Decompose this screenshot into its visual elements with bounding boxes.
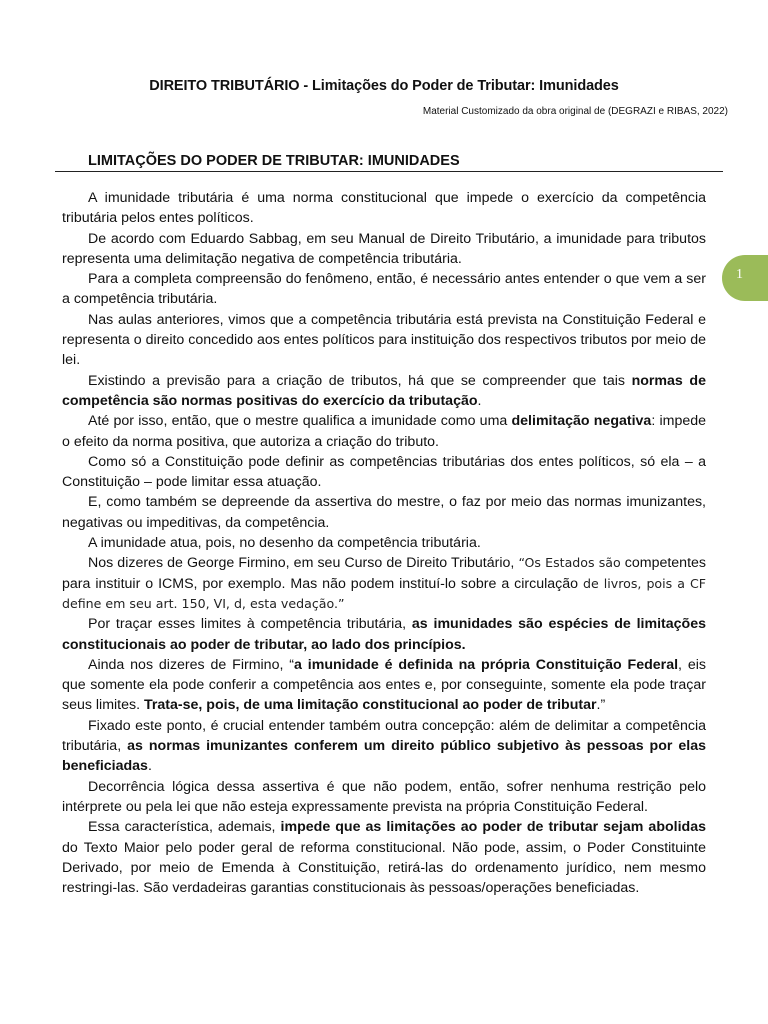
paragraph-9: A imunidade atua, pois, no desenho da competência tributária. <box>88 535 481 552</box>
paragraph-6 <box>62 411 706 452</box>
paragraph-13-end: . <box>147 758 152 775</box>
paragraph-8: E, como também se depreende da assertiva do mestre, o faz por meio das normas imunizantes, negativas ou impeditivas, da competência. <box>62 494 706 531</box>
paragraph-6-end: : impede o efeito da norma positiva, que autoriza a criação do tributo. <box>62 413 707 450</box>
paragraph-15-end: do Texto Maior pelo poder geral de reforma constitucional. Não pode, assim, o Poder Constituinte Derivado, por meio de Emenda à Constituição, retirá-las do ordenamento jurídico, nem mesmo restringi-las. São verdadeiras garantias constitucionais às pessoas/operações beneficiadas. <box>62 839 706 897</box>
paragraph-14: Decorrência lógica dessa assertiva é que não podem, então, sofrer nenhuma restrição pelo intérprete ou pela lei que não esteja expressamente prevista na própria Constituição Federal. <box>62 778 706 815</box>
paragraph-5-end: . <box>477 392 482 409</box>
paragraph-11 <box>62 614 706 655</box>
document-header-title: DIREITO TRIBUTÁRIO - Limitações do Poder de Tributar: Imunidades <box>149 78 619 94</box>
paragraph-12-end: .” <box>596 697 606 714</box>
paragraph-13-bold: as normas imunizantes conferem um direito público subjetivo às pessoas por elas beneficiadas <box>62 738 706 775</box>
paragraph-5-bold: normas de competência são normas positivas do exercício da tributação <box>62 372 706 409</box>
page-number-badge: 1 <box>722 255 768 301</box>
paragraph-7: Como só a Constituição pode definir as competências tributárias dos entes políticos, só ela – a Constituição – pode limitar essa atuação. <box>62 453 706 491</box>
document-body <box>62 188 706 898</box>
paragraph-10-quote-start: “Os Estados são <box>518 555 621 571</box>
paragraph-6-text: Até por isso, então, que o mestre qualifica a imunidade como uma <box>88 413 512 430</box>
paragraph-11-bold: as imunidades são espécies de limitações constitucionais ao poder de tributar, ao lado dos princípios. <box>62 616 707 653</box>
paragraph-5-text: Existindo a previsão para a criação de tributos, há que se compreender que tais <box>88 372 632 389</box>
paragraph-13 <box>62 716 706 777</box>
paragraph-15-text: Essa característica, ademais, <box>88 819 281 836</box>
paragraph-13-text: Fixado este ponto, é crucial entender também outra concepção: além de delimitar a competência tributária, <box>62 717 706 755</box>
paragraph-15-bold: impede que as limitações ao poder de tributar sejam abolidas <box>280 819 706 836</box>
paragraph-2: De acordo com Eduardo Sabbag, em seu Manual de Direito Tributário, a imunidade para tributos representa uma delimitação negativa de competência tributária. <box>62 230 706 267</box>
paragraph-12-middle: , eis que somente ela pode conferir a competência aos entes e, por conseguinte, somente ela pode traçar seus limites. <box>62 656 706 714</box>
paragraph-1: A imunidade tributária é uma norma constitucional que impede o exercício da competência tributária pelos entes políticos. <box>62 190 706 227</box>
paragraph-12-bold-1: a imunidade é definida na própria Constituição Federal <box>294 656 679 673</box>
paragraph-4: Nas aulas anteriores, vimos que a competência tributária está prevista na Constituição Federal e representa o direito concedido aos entes políticos para instituição dos respectivos tributos por meio de lei. <box>62 311 706 369</box>
paragraph-11-text: Por traçar esses limites à competência tributária, <box>88 616 412 633</box>
paragraph-10-text: Nos dizeres de George Firmino, em seu Curso de Direito Tributário, <box>88 555 519 572</box>
paragraph-10 <box>62 553 706 614</box>
paragraph-12-text: Ainda nos dizeres de Firmino, “ <box>88 656 294 673</box>
paragraph-15 <box>62 817 706 898</box>
paragraph-10-quote-end: de livros, pois a CF define em seu art. 150, VI, d, esta vedação.” <box>62 575 706 611</box>
section-title: LIMITAÇÕES DO PODER DE TRIBUTAR: IMUNIDADES <box>88 153 460 169</box>
document-header-subtitle: Material Customizado da obra original de (DEGRAZI e RIBAS, 2022) <box>422 106 728 117</box>
paragraph-6-bold: delimitação negativa <box>511 413 652 430</box>
paragraph-5 <box>62 371 706 412</box>
paragraph-10-quote-middle: competentes para instituir o ICMS, por exemplo. Mas não podem instituí-lo sobre a circulação <box>62 555 706 592</box>
section-divider <box>55 171 723 172</box>
paragraph-12-bold-2: Trata-se, pois, de uma limitação constitucional ao poder de tributar <box>144 697 597 714</box>
paragraph-3: Para a completa compreensão do fenômeno, então, é necessário antes entender o que vem a ser a competência tributária. <box>62 271 706 308</box>
paragraph-12 <box>62 655 706 716</box>
